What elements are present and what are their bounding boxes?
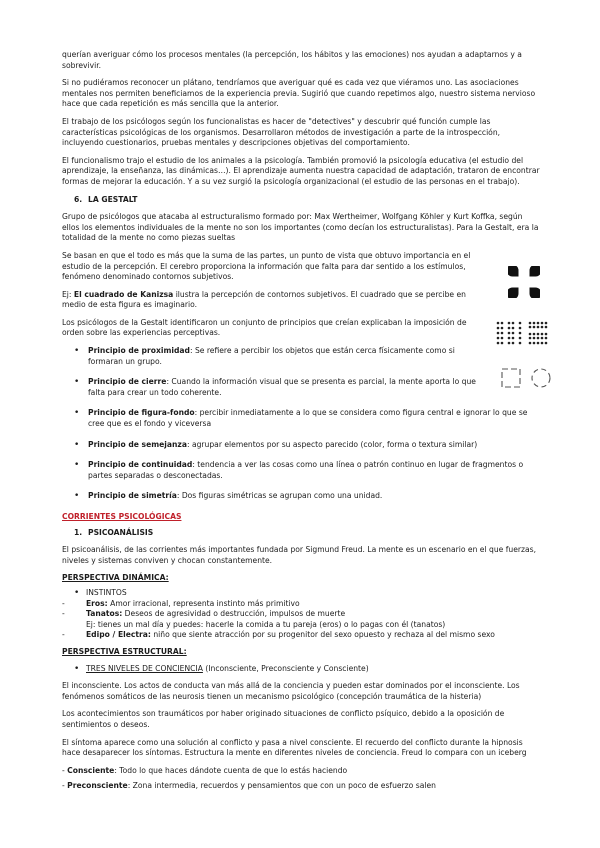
item-text: INSTINTOS (86, 587, 127, 597)
paragraph: El trabajo de los psicólogos según los funcionalistas es hacer de "detectives" y descubrir qué función cumple las características psicológicas de los organismos. Desarrollaron métodos de investigación a parte de la introspección, incluyendo cuestionarios, pruebas mentales y descripciones objetivas del comportamiento. (62, 116, 501, 148)
bullet-marker: • (74, 663, 80, 674)
dashed-square (502, 369, 520, 387)
definition-text: : Zona intermedia, recuerdos y pensamientos que con un poco de esfuerzo salen (127, 781, 436, 791)
list-item (62, 491, 540, 502)
document-body (62, 50, 540, 797)
principle-name: Principio de continuidad (88, 460, 193, 470)
item-text: Amor irracional, representa instinto más primitivo (107, 598, 300, 608)
dash-marker: - (62, 609, 65, 619)
proximity-dots-figure (496, 320, 552, 346)
bullet-marker: • (74, 587, 80, 598)
pacman-shape (530, 266, 541, 277)
dash-prefix: - (62, 765, 68, 775)
term: Edipo / Electra: (86, 630, 151, 640)
section-heading-gestalt (74, 195, 540, 206)
list-item (62, 588, 540, 599)
subheading-estructural: PERSPECTIVA ESTRUCTURAL: (62, 646, 187, 656)
term: Consciente (67, 765, 115, 775)
principle-name: Principio de proximidad (88, 346, 190, 356)
example-line: Ej: tienes un mal día y puedes: hacerle la comida a tu pareja (eros) o lo pagas con él (tanatos) (86, 619, 446, 629)
dash-marker: - (62, 630, 65, 640)
principle-text: : agrupar elementos por su aspecto parecido (color, forma o textura similar) (186, 439, 478, 449)
dash-prefix: - (62, 781, 68, 791)
item-text: (Inconsciente, Preconsciente y Consciente) (202, 663, 369, 673)
paragraph: El psicoanálisis, de las corrientes más importantes fundada por Sigmund Freud. La mente es un escenario en el que fuerzas, niveles y sistemas conviven y chocan constantemente. (62, 545, 537, 565)
principle-text: : Cuando la información visual que se presenta es parcial, la mente aporta lo que falta para crear un todo coherente. (88, 377, 476, 397)
paragraph-kanizsa (62, 290, 484, 311)
definition-text: : Todo lo que haces dándote cuenta de que lo estás haciendo (114, 765, 348, 775)
principle-text: : tendencia a ver las cosas como una línea o patrón continuo en lugar de fragmentos o partes separadas o desconectadas. (88, 460, 524, 480)
principles-list (62, 346, 540, 502)
list-item (62, 460, 540, 481)
list-item (62, 408, 540, 429)
term: Tanatos: (86, 609, 123, 619)
principle-name: Principio de simetría (88, 491, 177, 501)
paragraph: Grupo de psicólogos que atacaba al estructuralismo formado por: Max Wertheimer, Wolfgang Köhler y Kurt Koffka, según ellos los elementos individuales de la mente no son los importantes (como decían los estructuralistas). Para la Gestalt, era la totalidad de la mente no como piezas sueltas (62, 212, 539, 243)
pacman-shape (530, 288, 541, 299)
principle-text: : percibir inmediatamente a lo que se considera como figura central e ignorar lo que se cree que es el fondo y viceversa (88, 408, 528, 429)
item-text: Deseos de agresividad o destrucción, impulsos de muerte (122, 609, 346, 619)
pacman-shape (508, 266, 519, 277)
definition-line (62, 766, 540, 777)
list-item (62, 377, 488, 398)
principle-text: : Se refiere a percibir los objetos que están cerca físicamente como si formaran un grupo. (88, 346, 455, 366)
example-prefix: Ej: (62, 289, 74, 299)
paragraph: Los psicólogos de la Gestalt identificaron un conjunto de principios que creían explicaban la imposición de orden sobre las experiencias perceptivas. (62, 317, 467, 338)
item-text: niño que siente atracción por su progenitor del sexo opuesto y rechaza al del mismo sexo (150, 630, 495, 640)
closure-shapes-figure (500, 366, 554, 390)
section-title: LA GESTALT (88, 194, 138, 204)
paragraph: Los acontecimientos son traumáticos por haber originado situaciones de conflicto psíquico, debido a la oposición de sentimientos o deseos. (62, 709, 505, 729)
paragraph: Si no pudiéramos reconocer un plátano, tendríamos que averiguar qué es cada vez que viéramos uno. Las asociaciones mentales nos permiten beneficiamos de la experiencia previa. Sugirió que cuando repetimos algo, nuestro sistema nervioso hace que cada repetición es más sencilla que la anterior. (62, 78, 536, 109)
section-number: 1. (74, 527, 83, 537)
list-item (62, 440, 540, 451)
definition-line (62, 781, 540, 792)
kanizsa-text: ilustra la percepción de contornos subjetivos. El cuadrado que se percibe en medio de esta figura es imaginario. (62, 289, 466, 310)
dashed-circle (532, 369, 550, 387)
kanizsa-term: El cuadrado de Kanizsa (73, 289, 174, 299)
paragraph: El síntoma aparece como una solución al conflicto y pasa a nivel consciente. El recuerdo del conflicto durante la hipnosis hace desaparecer los síntomas. Estructura la mente en diferentes niveles de conciencia. Freud lo compara con un iceberg (62, 737, 527, 758)
pacman-shape (508, 288, 519, 299)
list-item (62, 630, 540, 641)
subheading-dinamica: PERSPECTIVA DINÁMICA: (62, 573, 169, 583)
dot-grid-columns (497, 322, 522, 345)
paragraph: Se basan en que el todo es más que la suma de las partes, un punto de vista que obtuvo importancia en el estudio de la percepción. El cerebro proporciona la información que falta para dar sentido a los estímulos, fenómeno denominado contornos subjetivos. (62, 250, 471, 282)
levels-link[interactable]: TRES NIVELES DE CONCIENCIA (86, 663, 203, 673)
section-number: 6. (74, 194, 83, 204)
term: Preconsciente (67, 781, 128, 791)
term: Eros: (86, 598, 108, 608)
section-title: PSICOANÁLISIS (88, 527, 154, 537)
list-item (62, 664, 540, 675)
paragraph: El inconsciente. Los actos de conducta van más allá de la conciencia y pueden estar dominados por el inconsciente. Los fenómenos somáticos de las neurosis tienen un mecanismo psicológico (concepción traumática de la histeria) (62, 681, 520, 701)
kanizsa-square-figure (508, 266, 540, 298)
list-item (62, 599, 540, 610)
principle-name: Principio de figura-fondo (88, 408, 195, 418)
principle-text: : Dos figuras simétricas se agrupan como una unidad. (176, 491, 383, 501)
paragraph: querían averiguar cómo los procesos mentales (la percepción, los hábitos y las emociones) nos ayudan a adaptarnos y a sobrevivir. (62, 50, 522, 70)
paragraph: El funcionalismo trajo el estudio de los animales a la psicología. También promovió la psicología educativa (el estudio del aprendizaje, la enseñanza, las dinámicas…). El aprendizaje aumenta nuestra capacidad de adaptación, trataron de encontrar formas de mejorar la educación. Y a su vez surgió la psicología organizacional (el estudio de las personas en el trabajo). (62, 155, 540, 186)
list-item (62, 609, 540, 620)
dash-marker: - (62, 598, 65, 608)
dot-grid-rows (529, 322, 548, 345)
list-item (62, 346, 488, 367)
section-heading-corrientes: CORRIENTES PSICOLÓGICAS (62, 512, 182, 521)
principle-name: Principio de semejanza (88, 439, 187, 449)
section-heading-psicoanalisis (74, 528, 540, 539)
principle-name: Principio de cierre (88, 377, 167, 387)
